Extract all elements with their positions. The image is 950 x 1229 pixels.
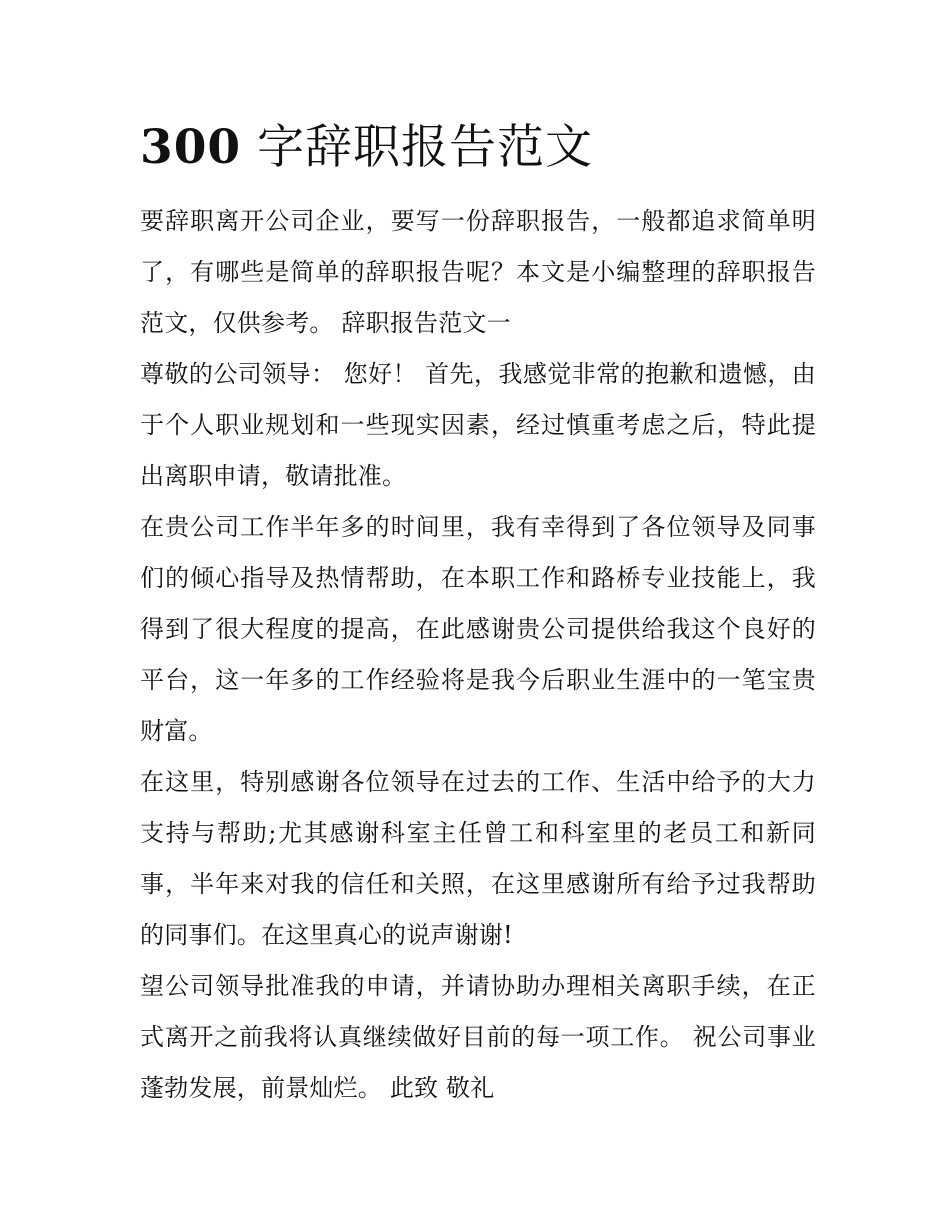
document-body [140, 196, 816, 1114]
title-text: 字辞职报告范文 [257, 120, 594, 175]
paragraph-closing: 望公司领导批准我的申请，并请协助办理相关离职手续，在正式离开之前我将认真继续做好目前的每一项工作。 祝公司事业蓬勃发展，前景灿烂。 此致 敬礼 [140, 972, 816, 1102]
paragraph-intro: 要辞职离开公司企业，要写一份辞职报告，一般都追求简单明了，有哪些是简单的辞职报告呢？本文是小编整理的辞职报告范文，仅供参考。 辞职报告范文一 [140, 207, 816, 337]
paragraph-thanks: 在这里，特别感谢各位领导在过去的工作、生活中给予的大力支持与帮助;尤其感谢科室主任曾工和科室里的老员工和新同事，半年来对我的信任和关照，在这里感谢所有给予过我帮助的同事们。在这里真心的说声谢谢! [140, 768, 816, 949]
paragraph-gratitude: 在贵公司工作半年多的时间里，我有幸得到了各位领导及同事们的倾心指导及热情帮助，在本职工作和路桥专业技能上，我得到了很大程度的提高，在此感谢贵公司提供给我这个良好的平台，这一年多的工作经验将是我今后职业生涯中的一笔宝贵财富。 [140, 513, 816, 745]
title-number: 300 [140, 120, 242, 175]
document-title [140, 118, 820, 178]
paragraph-greeting: 尊敬的公司领导： 您好！ 首先，我感觉非常的抱歉和遗憾，由于个人职业规划和一些现实因素，经过慎重考虑之后，特此提出离职申请，敬请批准。 [140, 360, 816, 490]
